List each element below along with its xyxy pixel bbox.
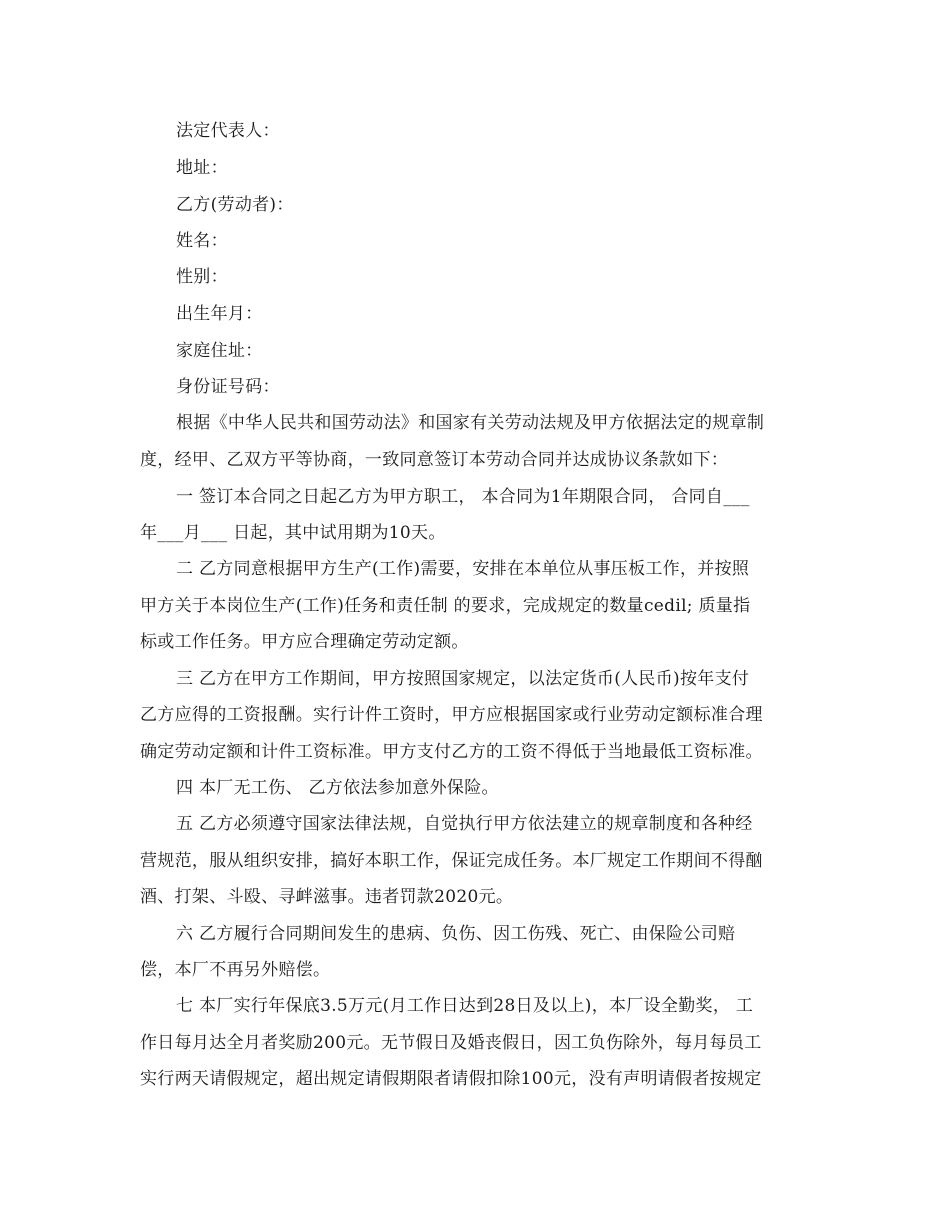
- clause-7-line: 实行两天请假规定，超出规定请假期限者请假扣除100元，没有声明请假者按规定: [140, 1069, 762, 1089]
- address-label: 地址：: [176, 158, 228, 178]
- party-b-label: 乙方(劳动者)：: [176, 195, 294, 215]
- clause-2-line: 甲方关于本岗位生产(工作)任务和责任制 的要求，完成规定的数量cedil; 质量指: [140, 596, 751, 616]
- preamble-line: 根据《中华人民共和国劳动法》和国家有关劳动法规及甲方依据法定的规章制: [176, 413, 765, 433]
- clause-7-line: 七 本厂实行年保底3.5万元(月工作日达到28日及以上)，本厂设全勤奖， 工: [176, 996, 754, 1016]
- clause-4-line: 四 本厂无工伤、 乙方依法参加意外保险。: [176, 778, 499, 798]
- clause-3-line: 乙方应得的工资报酬。实行计件工资时，甲方应根据国家或行业劳动定额标准合理: [140, 705, 763, 725]
- clause-5-line: 五 乙方必须遵守国家法律法规，自觉执行甲方依法建立的规章制度和各种经: [176, 814, 753, 834]
- birth-date-label: 出生年月：: [176, 304, 263, 324]
- clause-5-line: 酒、打架、斗殴、寻衅滋事。违者罚款2020元。: [140, 887, 514, 907]
- clause-2-line: 二 乙方同意根据甲方生产(工作)需要，安排在本单位从事压板工作，并按照: [176, 559, 750, 579]
- clause-3-line: 确定劳动定额和计件工资标准。甲方支付乙方的工资不得低于当地最低工资标准。: [140, 742, 763, 762]
- clause-1-line: 一 签订本合同之日起乙方为甲方职工， 本合同为1年期限合同， 合同自___: [176, 487, 750, 507]
- name-label: 姓名：: [176, 231, 228, 251]
- clause-2-line: 标或工作任务。甲方应合理确定劳动定额。: [140, 632, 469, 652]
- id-number-label: 身份证号码：: [176, 377, 280, 397]
- clause-1-line: 年___月___ 日起，其中试用期为10天。: [140, 523, 446, 543]
- clause-6-line: 偿，本厂不再另外赔偿。: [140, 960, 331, 980]
- clause-7-line: 作日每月达全月者奖励200元。无节假日及婚丧假日，因工负伤除外，每月每员工: [140, 1033, 762, 1053]
- clause-5-line: 营规范，服从组织安排，搞好本职工作，保证完成任务。本厂规定工作期间不得酗: [140, 851, 763, 871]
- home-address-label: 家庭住址：: [176, 341, 263, 361]
- legal-representative-label: 法定代表人：: [176, 121, 280, 141]
- preamble-line: 度，经甲、乙双方平等协商，一致同意签订本劳动合同并达成协议条款如下：: [140, 450, 729, 470]
- clause-6-line: 六 乙方履行合同期间发生的患病、负伤、因工伤残、死亡、由保险公司赔: [176, 924, 736, 944]
- gender-label: 性别：: [176, 267, 228, 287]
- clause-3-line: 三 乙方在甲方工作期间，甲方按照国家规定，以法定货币(人民币)按年支付: [176, 669, 750, 689]
